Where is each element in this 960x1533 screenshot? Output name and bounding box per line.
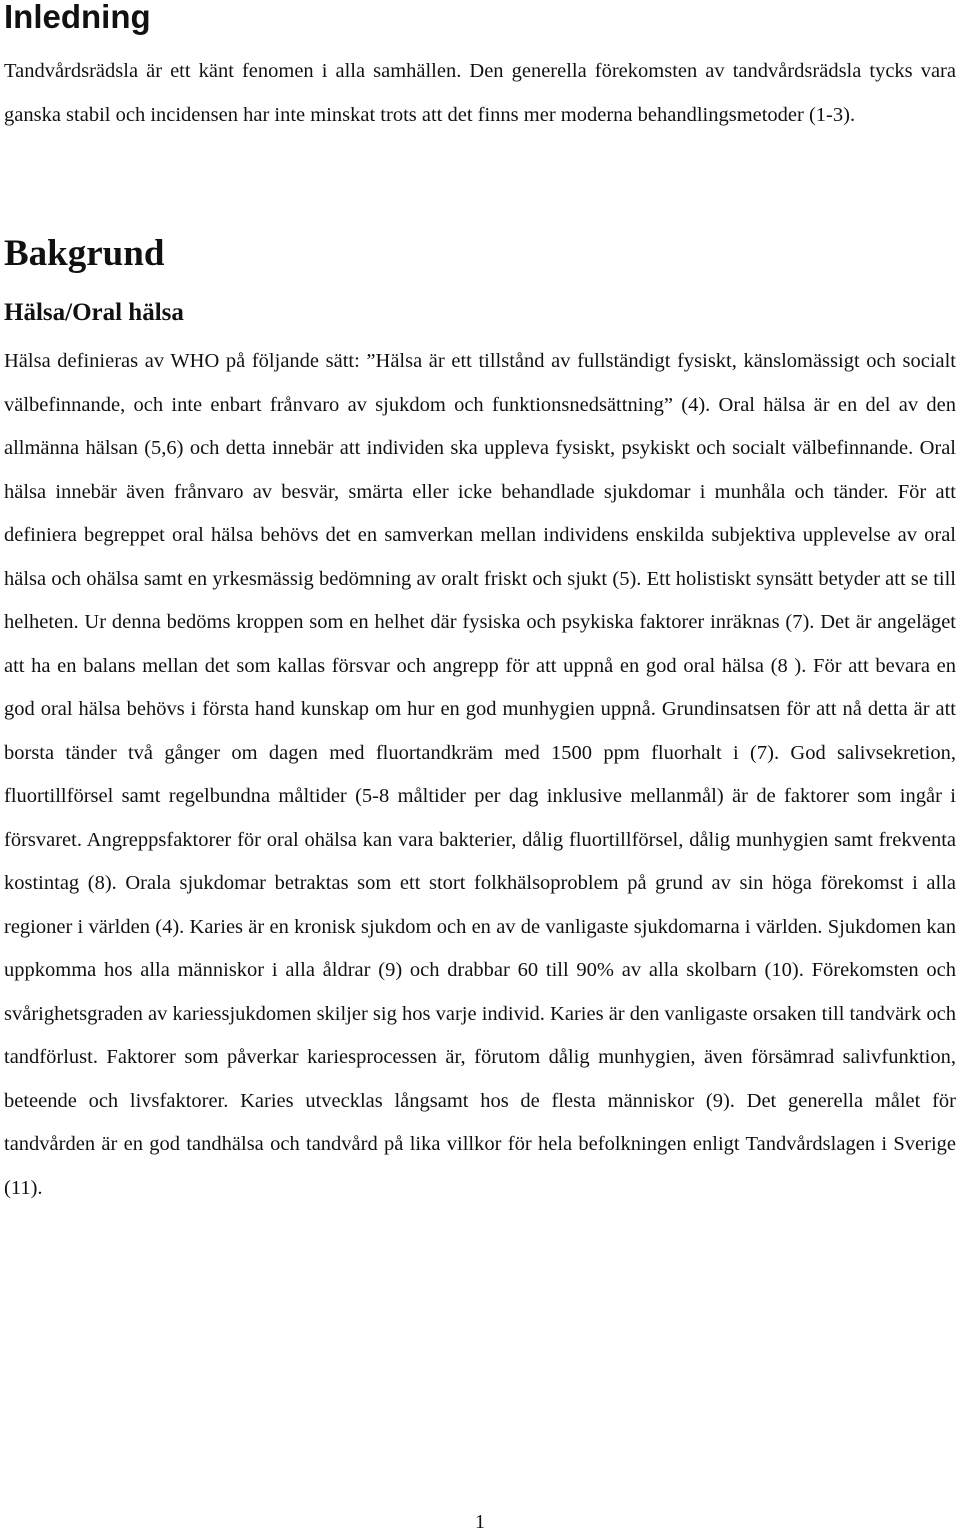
page-number: 1 [475, 1511, 485, 1533]
background-heading: Bakgrund [4, 233, 165, 274]
health-subheading: Hälsa/Oral hälsa [4, 299, 184, 326]
health-paragraph: Hälsa definieras av WHO på följande sätt: ”Hälsa är ett tillstånd av fullständigt fysiskt, känslomässigt och socialt välbefinnande, och inte enbart frånvaro av sjukdom och funktionsnedsättning” (4). Oral hälsa är en del av den allmänna hälsan (5,6) och detta innebär att individen ska uppleva fysiskt, psykiskt och socialt välbefinnande. Oral hälsa innebär även frånvaro av besvär, smärta eller icke behandlade sjukdomar i munhåla och tänder. För att definiera begreppet oral hälsa behövs det en samverkan mellan individens enskilda subjektiva upplevelse av oral hälsa och ohälsa samt en yrkesmässig bedömning av oralt friskt och sjukt (5). Ett holistiskt synsätt betyder att se till helheten. Ur denna bedöms kroppen som en helhet där fysiska och psykiska faktorer inräknas (7). Det är angeläget att ha en balans mellan det som kallas försvar och angrepp för att uppnå en god oral hälsa (8 ). För att bevara en god oral hälsa behövs i första hand kunskap om hur en god munhygien uppnå. Grundinsatsen för att nå detta är att borsta tänder två gånger om dagen med fluortandkräm med 1500 ppm fluorhalt i (7). God salivsekretion, fluortillförsel samt regelbundna måltider (5-8 måltider per dag inklusive mellanmål) är de faktorer som ingår i försvaret. Angreppsfaktorer för oral ohälsa kan vara bakterier, dålig fluortillförsel, dålig munhygien samt frekventa kostintag (8). Orala sjukdomar betraktas som ett stort folkhälsoproblem på grund av sin höga förekomst i alla regioner i världen (4). Karies är en kronisk sjukdom och en av de vanligaste sjukdomarna i världen. Sjukdomen kan uppkomma hos alla människor i alla åldrar (9) och drabbar 60 till 90% av alla skolbarn (10). Förekomsten och svårighetsgraden av kariessjukdomen skiljer sig hos varje individ. Karies är den vanligaste orsaken till tandvärk och tandförlust. Faktorer som påverkar kariesprocessen är, förutom dålig munhygien, även försämrad salivfunktion, beteende och livsfaktorer. Karies utvecklas långsamt hos de flesta människor (9). Det generella målet för tandvården är en god tandhälsa och tandvård på lika villkor för hela befolkningen enligt Tandvårdslagen i Sverige (11). [4, 350, 956, 1199]
intro-heading: Inledning [4, 0, 151, 35]
intro-paragraph: Tandvårdsrädsla är ett känt fenomen i alla samhällen. Den generella förekomsten av tandvårdsrädsla tycks vara ganska stabil och incidensen har inte minskat trots att det finns mer moderna behandlingsmetoder (1-3). [4, 60, 956, 126]
